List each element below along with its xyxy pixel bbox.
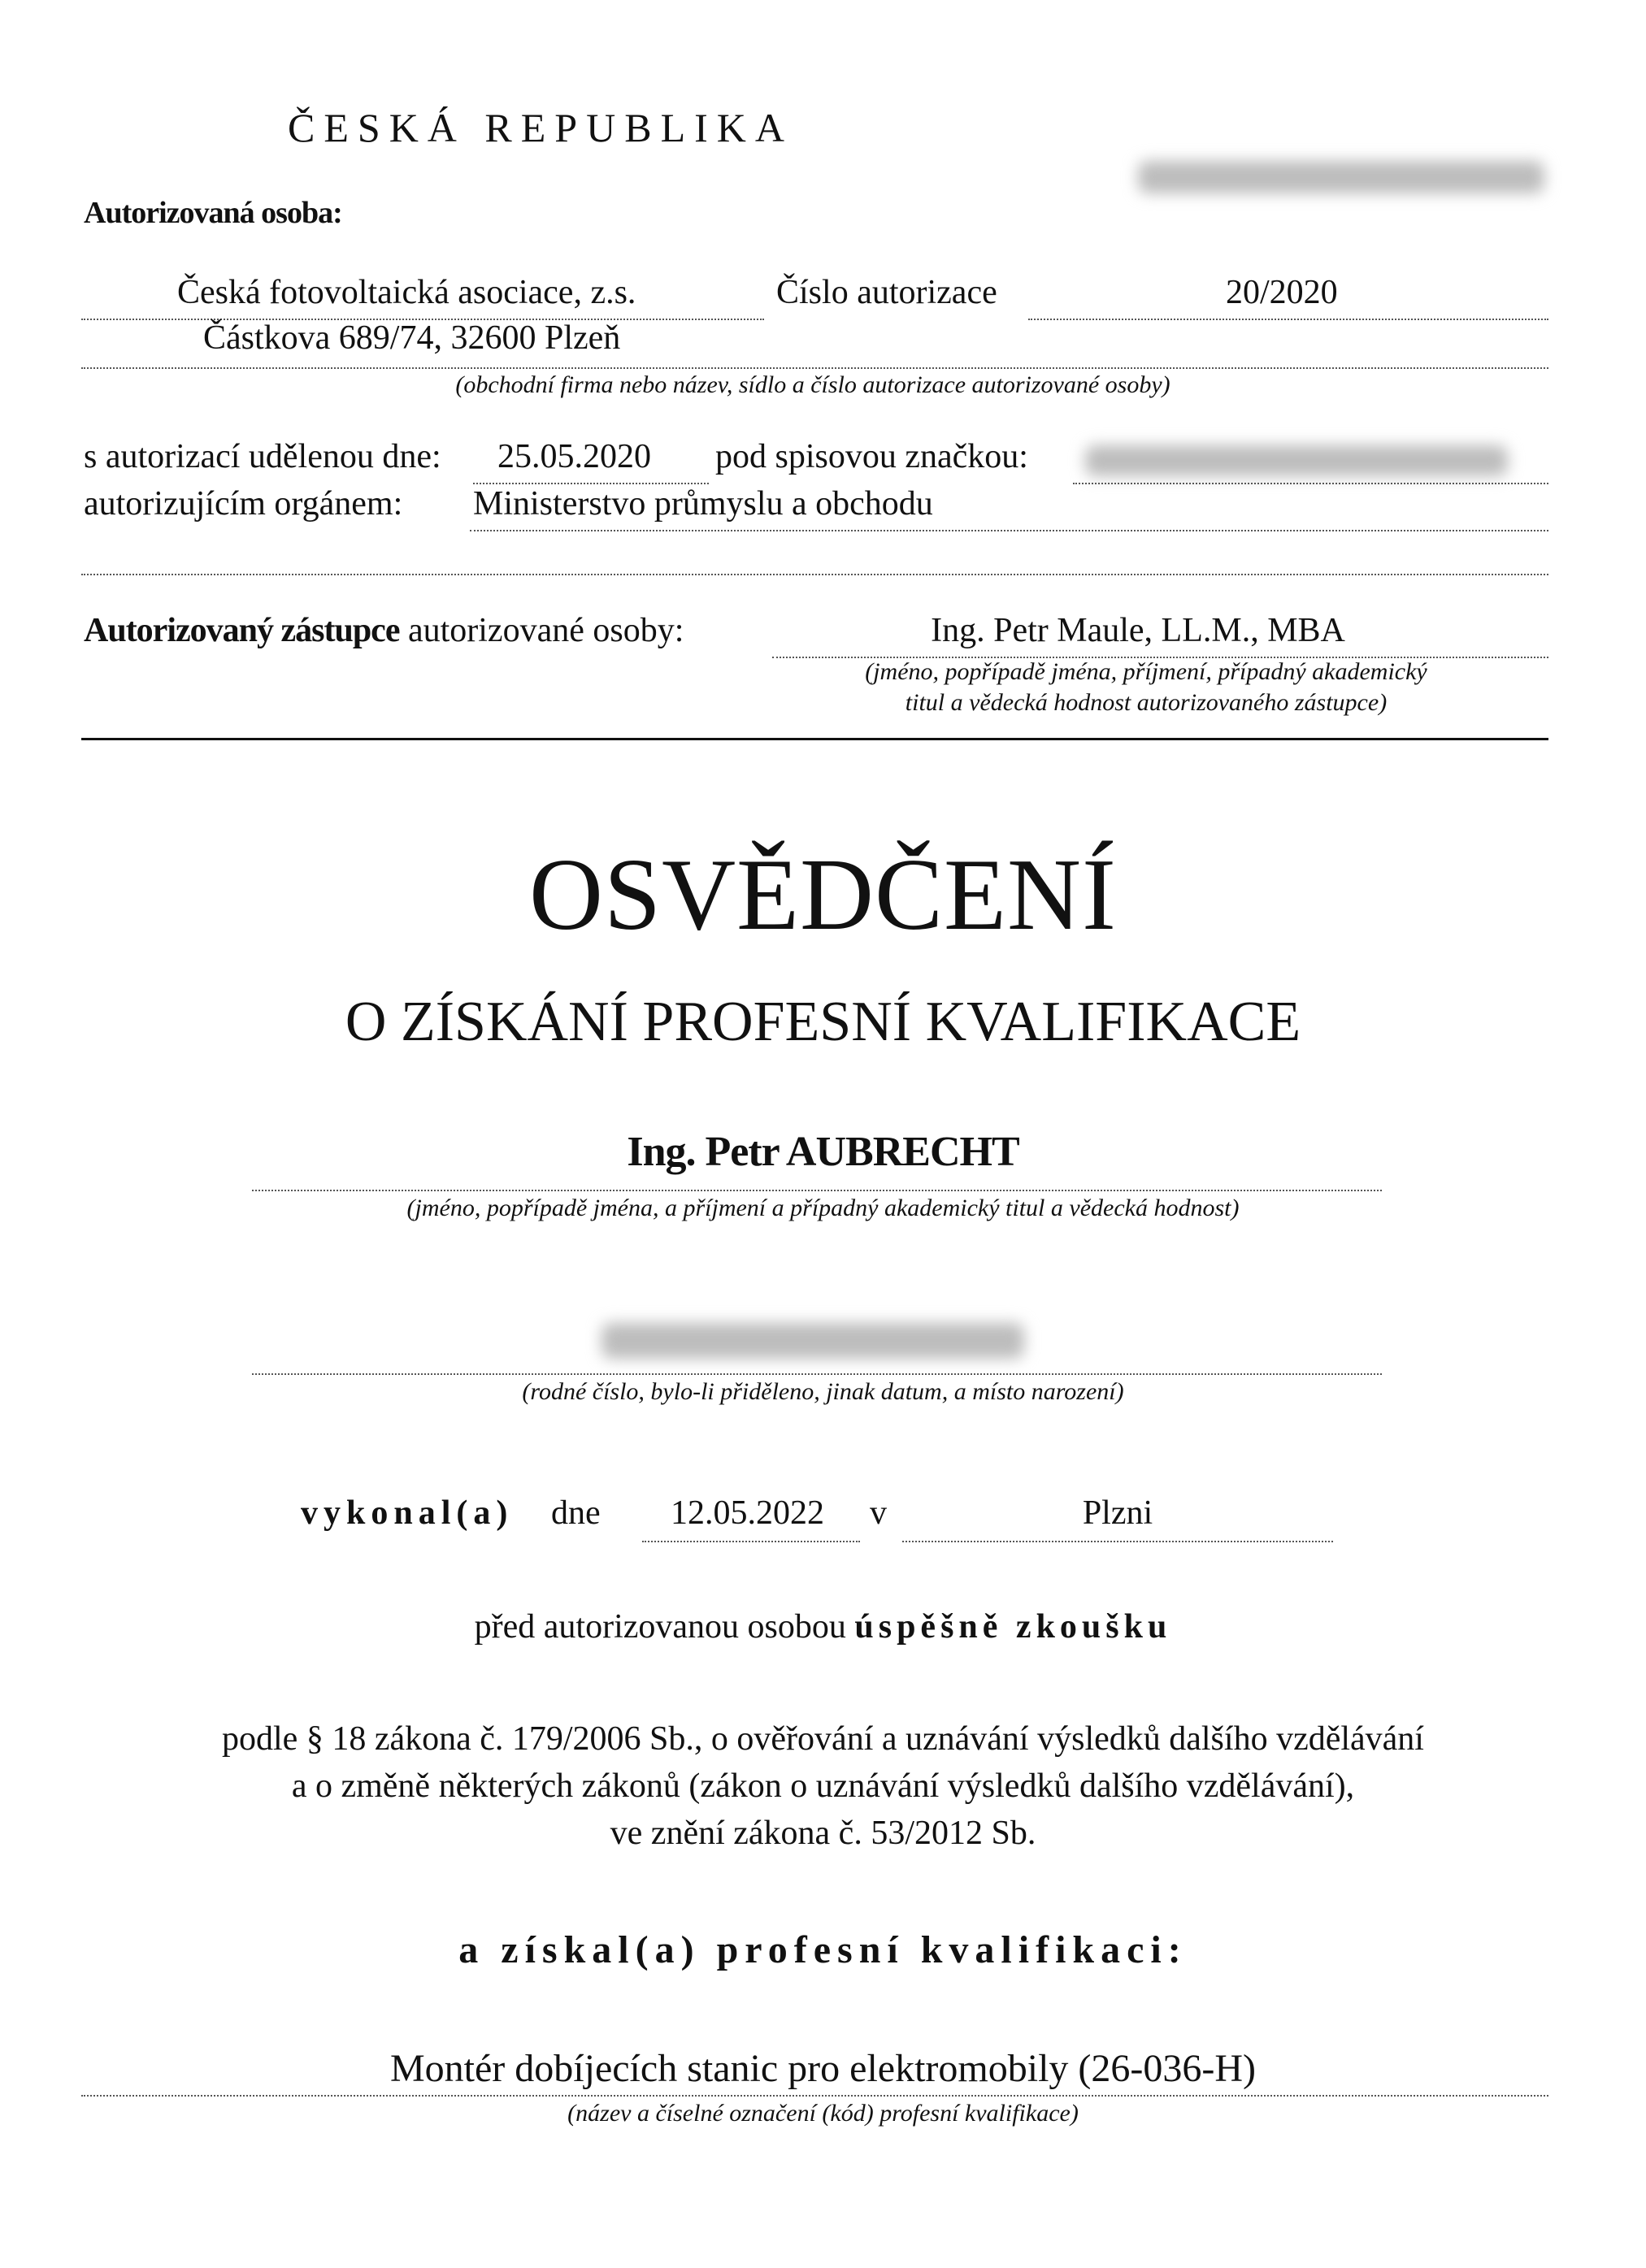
granted-date-label: s autorizací udělenou dne: [84, 438, 441, 475]
holder-note: (jméno, popřípadě jména, a příjmení a případný akademický titul a vědecká hodnost) [406, 1195, 1240, 1221]
exam-place: Plzni [1082, 1494, 1153, 1532]
exam-place-label: v [870, 1494, 887, 1532]
address-dotted-line [81, 367, 1548, 369]
exam-result-line [0, 1607, 1646, 1646]
authority-label: autorizujícím orgánem: [84, 485, 403, 523]
birth-info-dotted-line [252, 1373, 1382, 1375]
law-line-1: podle § 18 zákona č. 179/2006 Sb., o ověřování a uznávání výsledků dalšího vzdělávání [222, 1720, 1424, 1758]
certificate-subtitle: O ZÍSKÁNÍ PROFESNÍ KVALIFIKACE [345, 991, 1301, 1053]
authority-dotted-line [470, 530, 1548, 531]
country-heading: ČESKÁ REPUBLIKA [288, 105, 793, 150]
holder-name: Ing. Petr AUBRECHT [627, 1129, 1019, 1175]
exam-date: 12.05.2022 [671, 1494, 824, 1532]
authorized-person-name: Česká fotovoltaická asociace, z.s. [177, 274, 636, 311]
representative-label-bold: Autorizovaný zástupce [84, 612, 400, 649]
exam-place-dotted-line [902, 1541, 1333, 1542]
separator-dotted-line [81, 574, 1548, 575]
qualification-heading: a získal(a) profesní kvalifikaci: [458, 1928, 1188, 1971]
representative-note-line2: titul a vědecká hodnost autorizovaného zástupce) [905, 689, 1388, 716]
header-separator-line [81, 738, 1548, 740]
file-number-dotted-line [1073, 483, 1548, 484]
representative-label [84, 611, 684, 650]
certificate-title: OSVĚDČENÍ [529, 839, 1117, 952]
qualification-note: (název a číselné označení (kód) profesní kvalifikace) [567, 2100, 1079, 2127]
qualification-name: Montér dobíjecích stanic pro elektromobily (26-036-H) [389, 2047, 1257, 2090]
authorized-person-heading: Autorizovaná osoba: [84, 196, 342, 230]
redacted-file-number [1085, 445, 1508, 476]
redacted-birth-info [602, 1323, 1024, 1359]
granted-date: 25.05.2020 [497, 438, 651, 475]
exam-date-dotted-line [642, 1541, 860, 1542]
authority: Ministerstvo průmyslu a obchodu [473, 485, 933, 523]
representative-label-rest: autorizované osoby: [399, 612, 684, 649]
auth-number-dotted-line [1028, 319, 1548, 320]
exam-performed: vykonal(a) [301, 1494, 514, 1532]
law-line-3: ve znění zákona č. 53/2012 Sb. [610, 1815, 1036, 1852]
birth-note: (rodné číslo, bylo-li přiděleno, jinak datum, a místo narození) [522, 1378, 1124, 1405]
representative-note-line1: (jméno, popřípadě jména, příjmení, případný akademický [865, 658, 1427, 685]
authorization-number: 20/2020 [1226, 274, 1338, 311]
exam-success-text: úspěšně zkoušku [854, 1608, 1172, 1646]
redacted-reference-number [1138, 161, 1544, 193]
authorized-person-address: Částkova 689/74, 32600 Plzeň [203, 319, 621, 357]
law-line-2: a o změně některých zákonů (zákon o uznávání výsledků dalšího vzdělávání), [291, 1767, 1355, 1805]
file-number-label: pod spisovou značkou: [715, 438, 1028, 475]
qualification-dotted-line [81, 2095, 1548, 2097]
authorized-person-note: (obchodní firma nebo název, sídlo a číslo autorizace autorizované osoby) [455, 371, 1170, 398]
representative-name: Ing. Petr Maule, LL.M., MBA [931, 612, 1345, 649]
authorization-number-label: Číslo autorizace [776, 274, 997, 311]
exam-before-text: před autorizovanou osobou [474, 1608, 846, 1646]
holder-name-dotted-line [252, 1190, 1382, 1191]
exam-date-label: dne [551, 1494, 601, 1532]
